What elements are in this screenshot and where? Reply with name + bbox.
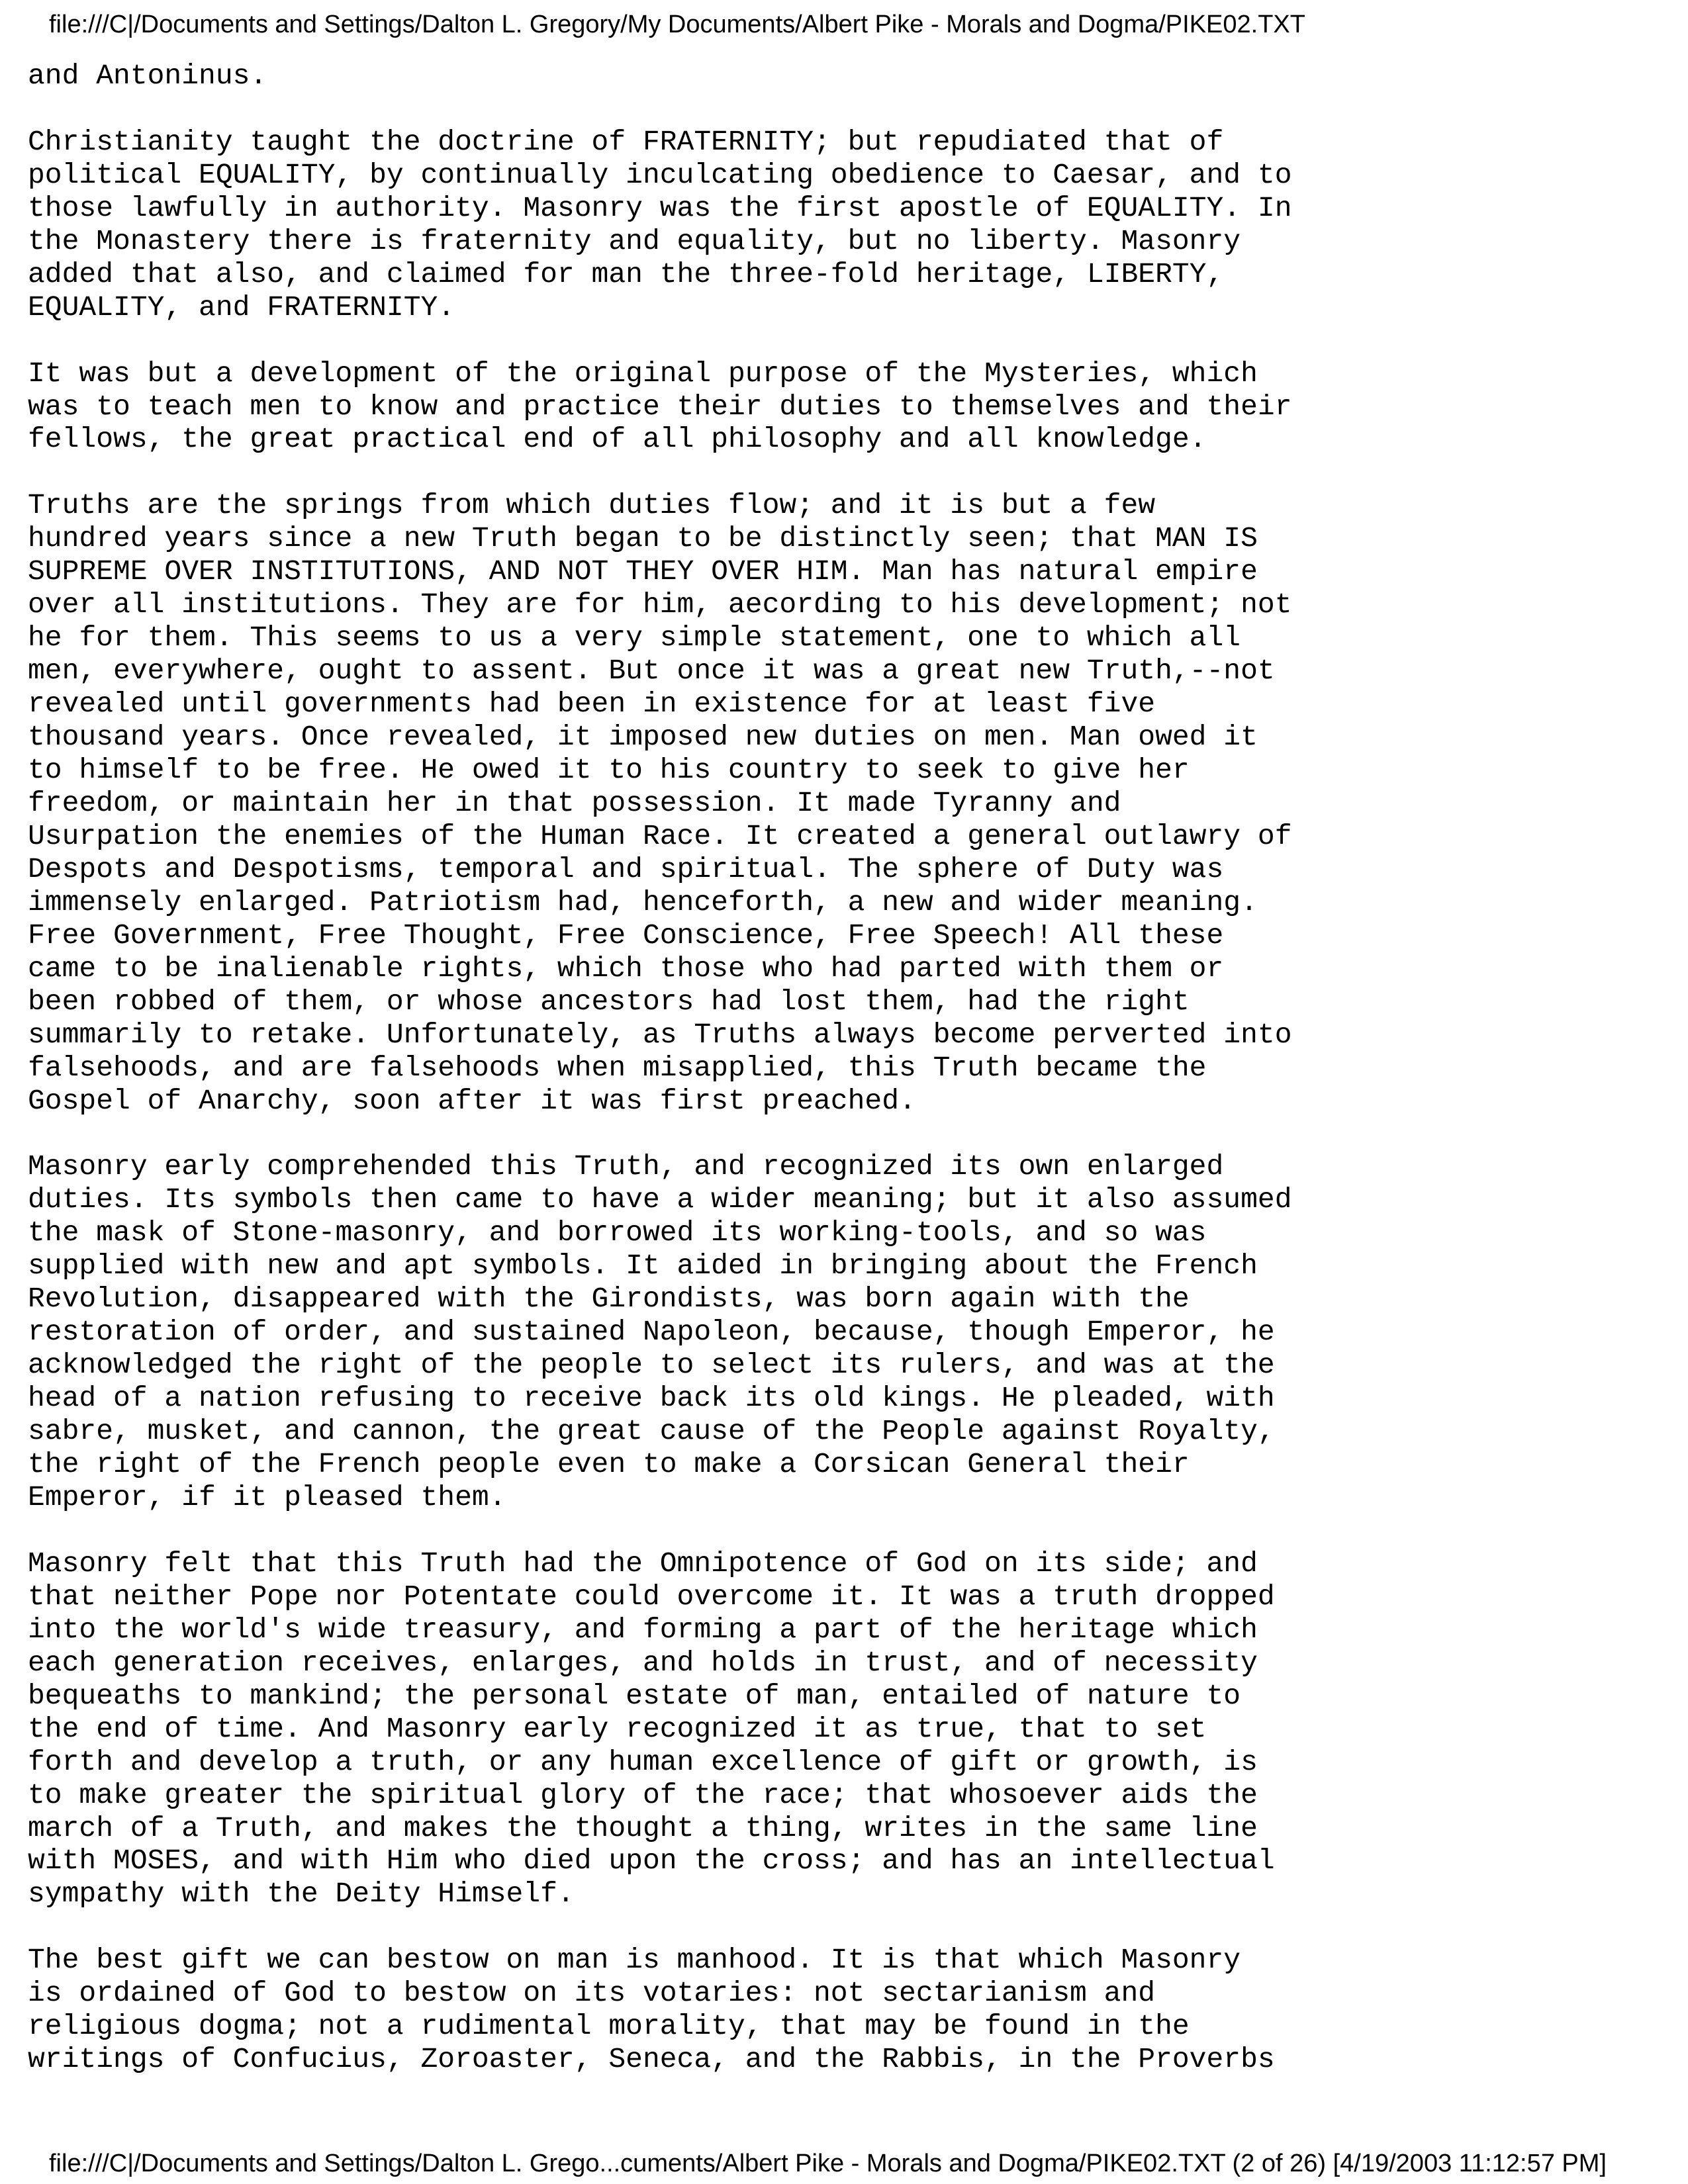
page-header-url: file:///C|/Documents and Settings/Dalton L. Gregory/My Documents/Albert Pike - Morals and Dogma/PIKE02.TXT — [49, 11, 1305, 38]
document-body-text: and Antoninus. Christianity taught the doctrine of FRATERNITY; but repudiated that of political EQUALITY, by continually inculcating obedience to Caesar, and to those lawfully in authority. Masonry was the first apostle of EQUALITY. In the Monastery there is fraternity and equality, but no liberty. Masonry added that also, and claimed for man the three-fold heritage, LIBERTY, EQUALITY, and FRATERNITY. It was but a development of the original purpose of the Mysteries, which was to teach men to know and practice their duties to themselves and their fellows, the great practical end of all philosophy and all knowledge. Truths are the springs from which duties flow; and it is but a few hundred years since a new Truth began to be distinctly seen; that MAN IS SUPREME OVER INSTITUTIONS, AND NOT THEY OVER HIM. Man has natural empire over all institutions. They are for him, aecording to his development; not he for them. This seems to us a very simple statement, one to which all men, everywhere, ought to assent. But once it was a great new Truth,--not revealed until governments had been in existence for at least five thousand years. Once revealed, it imposed new duties on men. Man owed it to himself to be free. He owed it to his country to seek to give her freedom, or maintain her in that possession. It made Tyranny and Usurpation the enemies of the Human Race. It created a general outlawry of Despots and Despotisms, temporal and spiritual. The sphere of Duty was immensely enlarged. Patriotism had, henceforth, a new and wider meaning. Free Government, Free Thought, Free Conscience, Free Speech! All these came to be inalienable rights, which those who had parted with them or been robbed of them, or whose ancestors had lost them, had the right summarily to retake. Unfortunately, as Truths always become perverted into falsehoods, and are falsehoods when misapplied, this Truth became the Gospel of Anarchy, soon after it was first preached. Masonry early comprehended this Truth, and recognized its own enlarged duties. Its symbols then came to have a wider meaning; but it also assumed the mask of Stone-masonry, and borrowed its working-tools, and so was supplied with new and apt symbols. It aided in bringing about the French Revolution, disappeared with the Girondists, was born again with the restoration of order, and sustained Napoleon, because, though Emperor, he acknowledged the right of the people to select its rulers, and was at the head of a nation refusing to receive back its old kings. He pleaded, with sabre, musket, and cannon, the great cause of the People against Royalty, the right of the French people even to make a Corsican General their Emperor, if it pleased them. Masonry felt that this Truth had the Omnipotence of God on its side; and that neither Pope nor Potentate could overcome it. It was a truth dropped into the world's wide treasury, and forming a part of the heritage which each generation receives, enlarges, and holds in trust, and of necessity bequeaths to mankind; the personal estate of man, entailed of nature to the end of time. And Masonry early recognized it as true, that to set forth and develop a truth, or any human excellence of gift or growth, is to make greater the spiritual glory of the race; that whosoever aids the march of a Truth, and makes the thought a thing, writes in the same line with MOSES, and with Him who died upon the cross; and has an intellectual sympathy with the Deity Himself. The best gift we can bestow on man is manhood. It is that which Masonry is ordained of God to bestow on its votaries: not sectarianism and religious dogma; not a rudimental morality, that may be found in the writings of Confucius, Zoroaster, Seneca, and the Rabbis, in the Proverbs — [28, 60, 1292, 2076]
page-footer-info: file:///C|/Documents and Settings/Dalton L. Grego...cuments/Albert Pike - Morals and Dogma/PIKE02.TXT (2 of 26) [4/19/2003 11:12:57 PM] — [49, 2150, 1607, 2177]
